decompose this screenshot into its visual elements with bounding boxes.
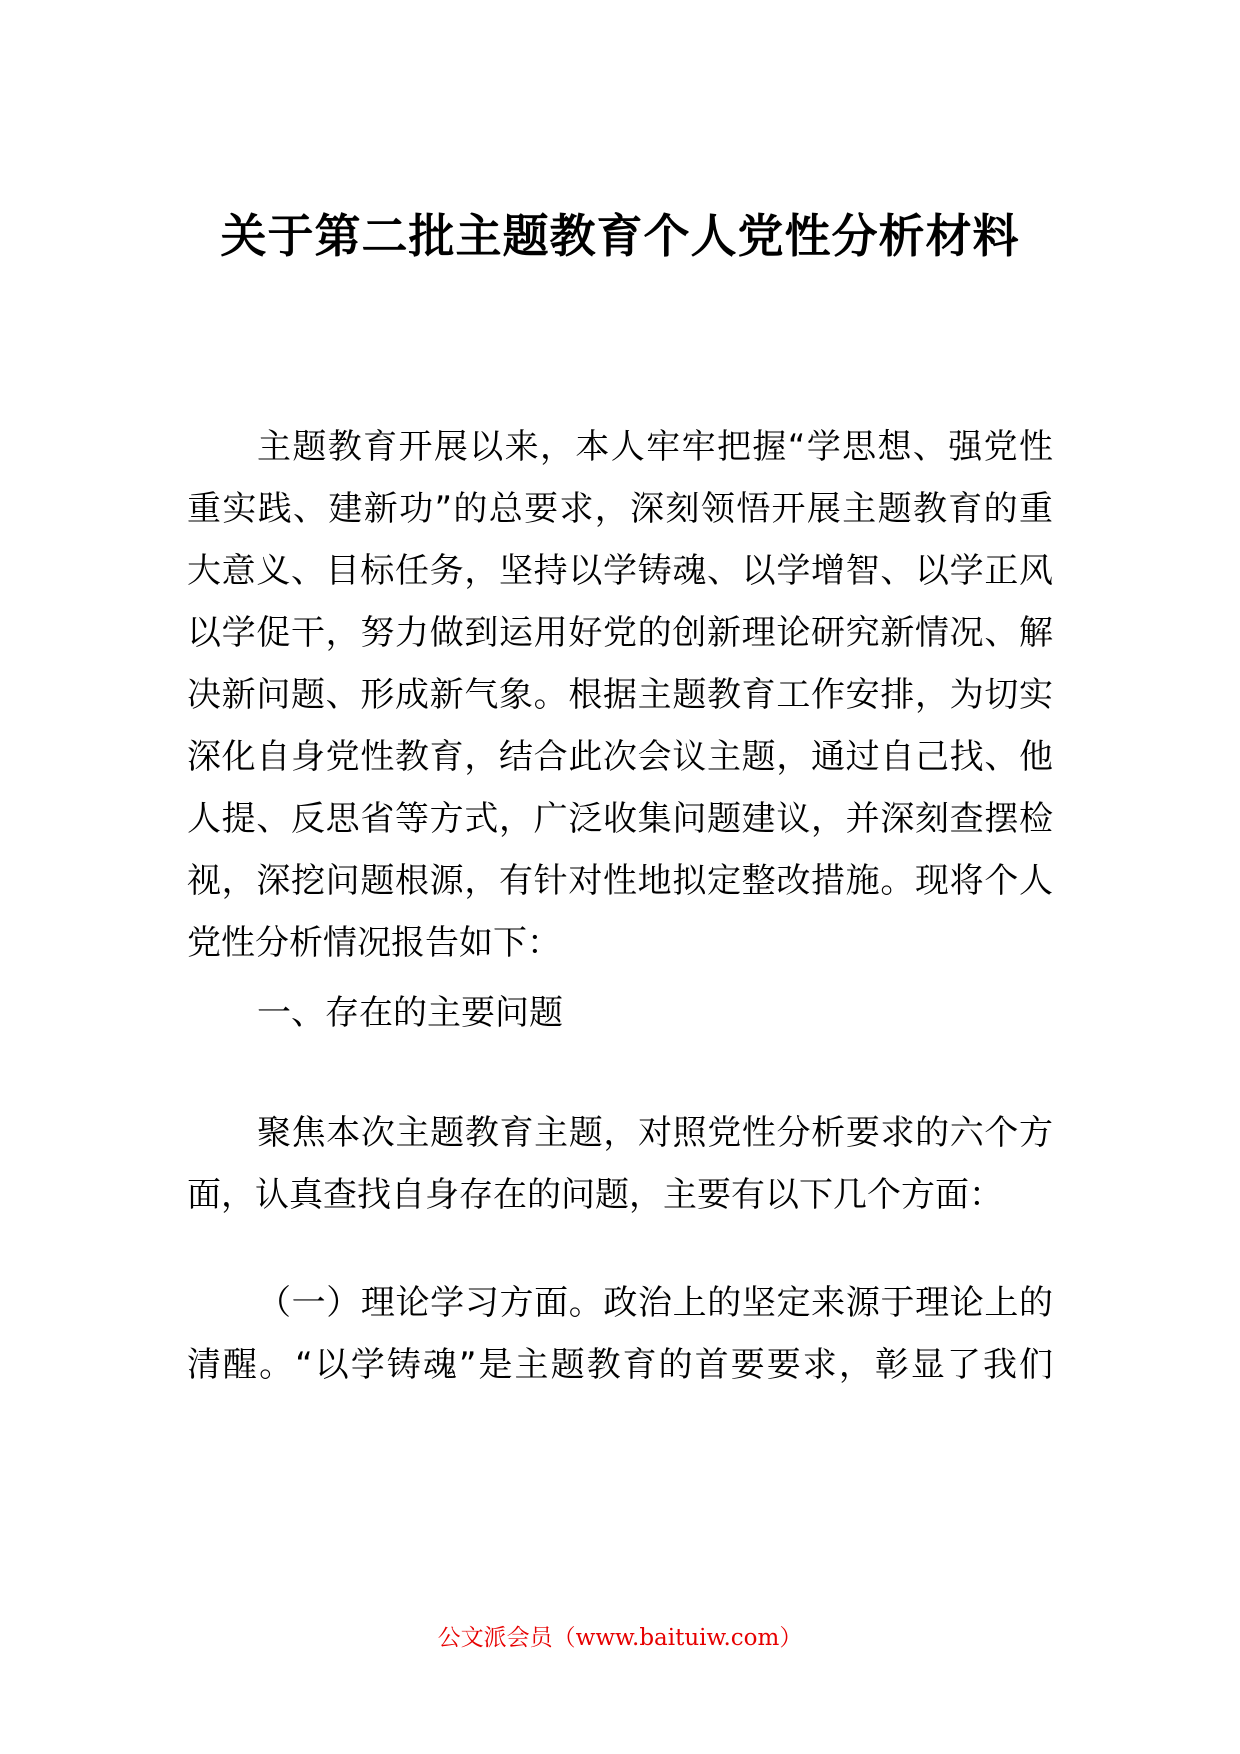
paragraph-line: 决新问题、形成新气象。根据主题教育工作安排，为切实: [187, 675, 1053, 715]
paragraph-intro: [187, 416, 1053, 974]
paragraph-line: 深化自身党性教育，结合此次会议主题，通过自己找、他: [187, 737, 1053, 777]
paragraph-line: 党性分析情况报告如下：: [187, 923, 561, 963]
paragraph-line: 面，认真查找自身存在的问题，主要有以下几个方面：: [187, 1175, 1003, 1215]
paragraph-line: 主题教育开展以来，本人牢牢把握“学思想、强党性: [257, 427, 1053, 467]
paragraph-line: （一）理论学习方面。政治上的坚定来源于理论上的: [257, 1283, 1053, 1323]
section-heading-text: 一、存在的主要问题: [257, 993, 563, 1033]
paragraph-theory: [187, 1272, 1053, 1396]
paragraph-line: 人提、反思省等方式，广泛收集问题建议，并深刻查摆检: [187, 799, 1053, 839]
document-title: 关于第二批主题教育个人党性分析材料: [220, 209, 1020, 263]
footer-watermark: 公文派会员（www.baituiw.com）: [437, 1625, 803, 1651]
paragraph-line: 以学促干，努力做到运用好党的创新理论研究新情况、解: [187, 613, 1053, 653]
paragraph-line: 聚焦本次主题教育主题，对照党性分析要求的六个方: [257, 1113, 1053, 1153]
paragraph-line: 重实践、建新功”的总要求，深刻领悟开展主题教育的重: [187, 489, 1053, 529]
paragraph-problems: [187, 1102, 1053, 1226]
paragraph-line: 清醒。“以学铸魂”是主题教育的首要要求，彰显了我们: [187, 1345, 1053, 1385]
section-heading: [187, 982, 1053, 1044]
paragraph-line: 大意义、目标任务，坚持以学铸魂、以学增智、以学正风: [187, 551, 1053, 591]
paragraph-line: 视，深挖问题根源，有针对性地拟定整改措施。现将个人: [187, 861, 1053, 901]
